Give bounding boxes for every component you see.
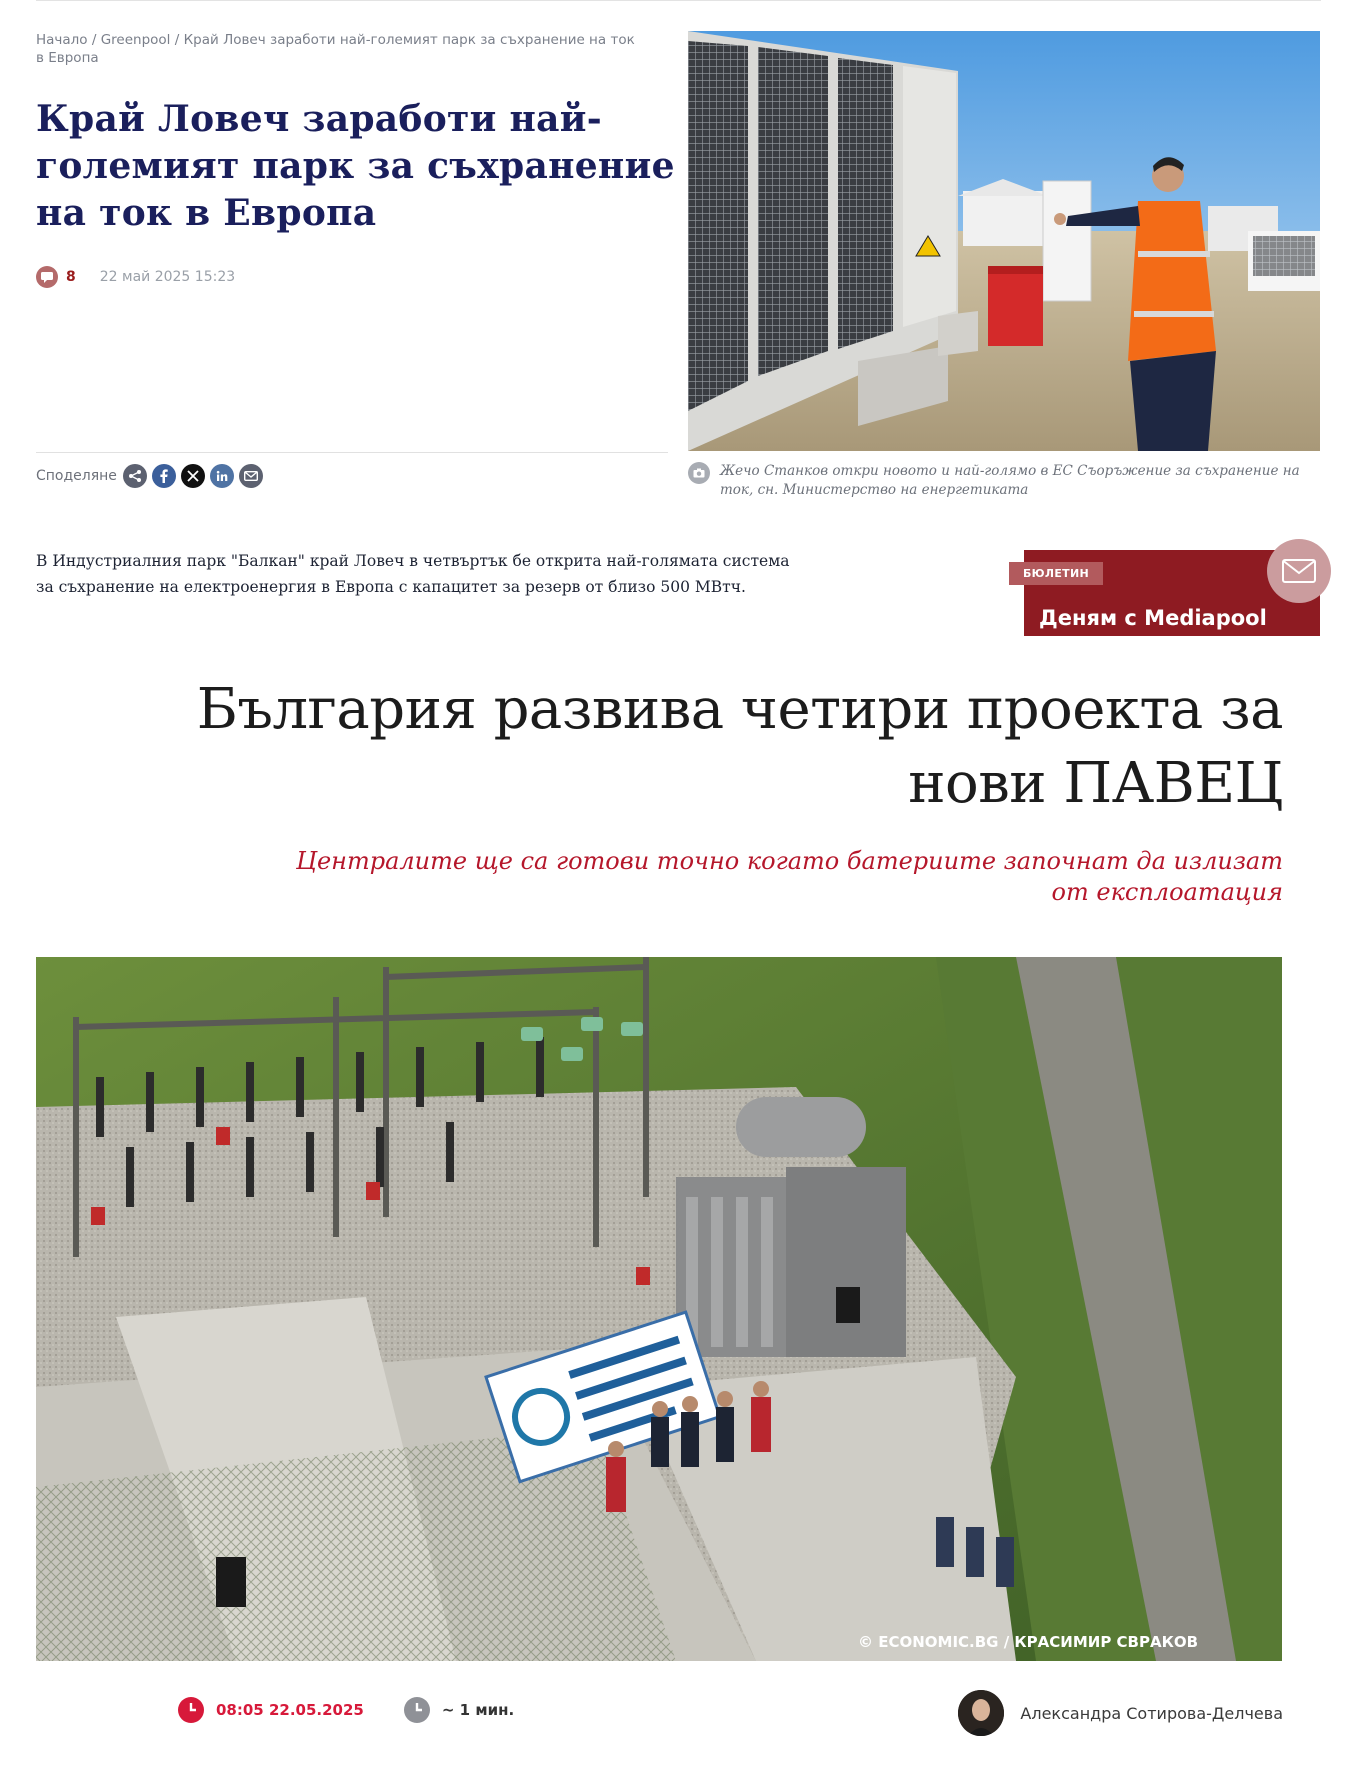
author-name[interactable]: Александра Сотирова-Делчева <box>1020 1703 1283 1723</box>
article-date: 22 май 2025 15:23 <box>99 269 236 285</box>
email-icon[interactable] <box>239 464 263 488</box>
avatar <box>958 1690 1004 1736</box>
camera-icon <box>688 462 710 484</box>
breadcrumb-home[interactable]: Начало <box>36 32 88 48</box>
print-headline: България развива четири проекта за нови ПАВЕЦ <box>196 677 1283 816</box>
published-time: 08:05 22.05.2025 <box>216 1701 364 1719</box>
photo-credit: © ECONOMIC.BG / КРАСИМИР СВРАКОВ <box>858 1633 1199 1651</box>
article-title: Край Ловеч заработи най-големият парк за съхранение на ток в Европа <box>36 98 675 234</box>
x-icon[interactable] <box>181 464 205 488</box>
print-meta <box>178 1697 514 1723</box>
photo-caption-row <box>688 462 1328 500</box>
breadcrumb-current[interactable]: Край Ловеч заработи най-големият парк за съхранение на ток в Европа <box>36 32 635 66</box>
newsletter-title: Деням с Mediapool <box>1039 606 1267 630</box>
print-subheadline: Централите ще са готови точно когато батериите започнат да излизат от експлоатация <box>296 847 1283 906</box>
article-meta <box>36 266 235 288</box>
linkedin-icon[interactable] <box>210 464 234 488</box>
article-lead: В Индустриалния парк "Балкан" край Ловеч в четвъртък бе открита най-голямата система за съхранение на електроенергия в Европа с капацитет за резерв от близо 500 МВтч. <box>36 552 790 596</box>
clock-icon <box>178 1697 204 1723</box>
share-bar <box>36 464 268 488</box>
breadcrumb-separator: / <box>170 32 184 48</box>
breadcrumb-separator: / <box>87 32 101 48</box>
comment-count[interactable]: 8 <box>66 269 76 285</box>
comments-icon[interactable] <box>36 266 58 288</box>
photo-caption: Жечо Станков откри новото и най-голямо в ЕС Съоръжение за съхранение на ток, сн. Министерство на енергетиката <box>720 463 1300 498</box>
share-icon[interactable] <box>123 464 147 488</box>
divider <box>36 452 668 453</box>
top-rule <box>36 0 1321 1</box>
breadcrumb <box>36 31 646 67</box>
facebook-icon[interactable] <box>152 464 176 488</box>
share-label: Споделяне <box>36 468 117 484</box>
hero-photo <box>688 31 1320 451</box>
read-time: ~ 1 мин. <box>441 1701 515 1719</box>
breadcrumb-section[interactable]: Greenpool <box>100 32 171 48</box>
mail-icon[interactable] <box>1267 539 1331 603</box>
substation-photo <box>36 957 1282 1661</box>
newsletter-tag: БЮЛЕТИН <box>1009 562 1103 585</box>
author-block[interactable] <box>958 1690 1283 1736</box>
read-time-icon <box>404 1697 430 1723</box>
